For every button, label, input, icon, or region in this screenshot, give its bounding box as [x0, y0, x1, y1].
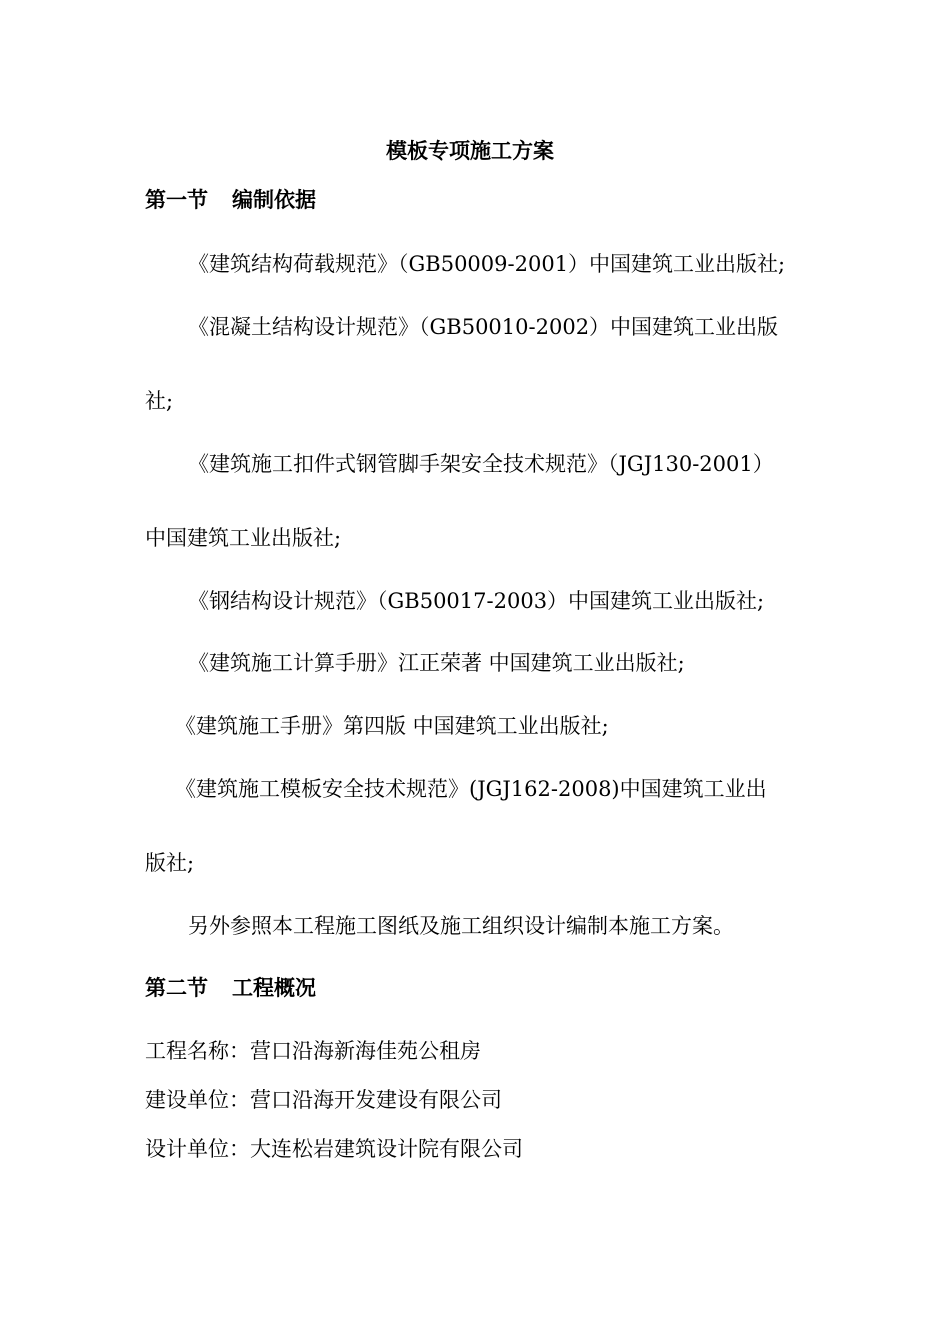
section-heading-1: [145, 186, 316, 214]
designer-line: 设计单位：大连松岩建筑设计院有限公司: [145, 1137, 523, 1161]
reference-line: 《建筑施工计算手册》江正荣著 中国建筑工业出版社;: [188, 651, 685, 675]
reference-line: 中国建筑工业出版社;: [145, 526, 342, 550]
reference-line: 《混凝土结构设计规范》（GB50010-2002）中国建筑工业出版: [188, 315, 779, 339]
reference-line: 《钢结构设计规范》（GB50017-2003）中国建筑工业出版社;: [188, 589, 765, 613]
section-name-2: 工程概况: [232, 975, 316, 1000]
reference-line: 《建筑结构荷载规范》（GB50009-2001）中国建筑工业出版社;: [188, 252, 786, 276]
reference-line: 《建筑施工手册》第四版 中国建筑工业出版社;: [175, 714, 609, 738]
reference-line: 社;: [145, 389, 174, 413]
document-title: 模板专项施工方案: [386, 138, 554, 163]
owner-line: 建设单位：营口沿海开发建设有限公司: [145, 1088, 502, 1112]
reference-line: 另外参照本工程施工图纸及施工组织设计编制本施工方案。: [188, 914, 734, 938]
section-number-2: 第二节: [145, 975, 208, 1000]
reference-line: 《建筑施工模板安全技术规范》(JGJ162-2008)中国建筑工业出: [175, 777, 767, 801]
section-number-1: 第一节: [145, 187, 208, 212]
project-name-line: 工程名称：营口沿海新海佳苑公租房: [145, 1039, 481, 1063]
section-heading-2: [145, 974, 316, 1002]
reference-line: 《建筑施工扣件式钢管脚手架安全技术规范》（JGJ130-2001）: [188, 452, 774, 476]
reference-line: 版社;: [145, 851, 195, 875]
section-name-1: 编制依据: [232, 187, 316, 212]
